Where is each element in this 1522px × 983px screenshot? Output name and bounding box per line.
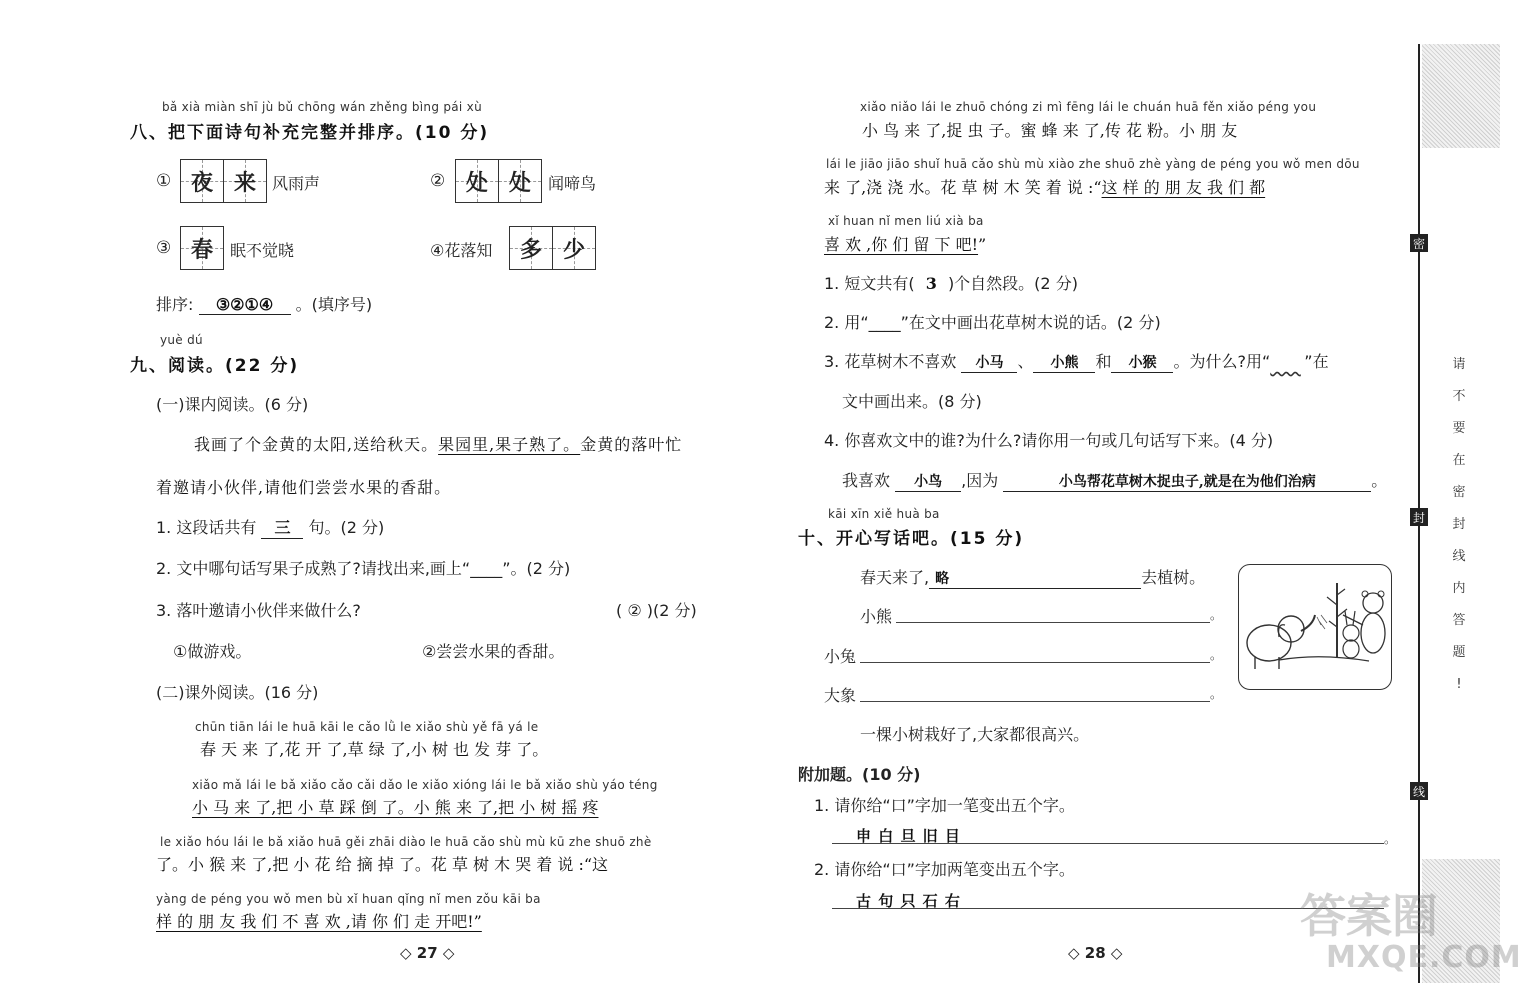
passage-pinyin: xiǎo niǎo lái le zhuō chóng zi mì fēng lái le chuán huā fěn xiǎo péng you: [860, 100, 1317, 114]
passage-pinyin: xǐ huan nǐ men liú xià ba: [828, 214, 984, 228]
r-sub4-answer2: 小鸟帮花草树木捉虫子,就是在为他们治病: [1003, 471, 1371, 492]
line-end-dot: 。: [1384, 832, 1397, 846]
passage-pinyin: lái le jiāo jiāo shuǐ huā cǎo shù mù xiào zhe shuō zhè yàng de péng you wǒ men dōu: [826, 157, 1360, 171]
binding-pattern-top: [1422, 44, 1500, 148]
writing-line[interactable]: [896, 622, 1210, 623]
q8-item1-num: ①: [156, 171, 172, 191]
line-end-dot: 。: [1210, 648, 1223, 662]
q10-line1: 春天来了, 略 去植树。: [860, 568, 1206, 587]
extra-sub2-answer: 古 句 只 石 右: [856, 892, 961, 910]
answer-line: [832, 843, 1384, 844]
grid-cell: 少: [553, 227, 595, 269]
extra-sub1-answer: 申 白 旦 旧 目: [856, 827, 961, 845]
illustration-frame: [1238, 564, 1392, 690]
extra-sub2: 2. 请你给“口”字加两笔变出五个字。: [814, 860, 1075, 879]
grid-cell: 来: [224, 160, 266, 202]
seal-xian: 线: [1410, 782, 1428, 800]
q10-line1-answer: 略: [929, 568, 1141, 589]
q9-title: 九、阅读。(22 分): [130, 356, 300, 376]
q9-sub1: 1. 这段话共有 三 句。(2 分): [156, 515, 384, 539]
watermark-url: MXQE.COM: [1326, 940, 1522, 975]
q9-pinyin: yuè dú: [160, 333, 203, 347]
q8-item3-num: ③: [156, 238, 172, 258]
r-sub4: 4. 你喜欢文中的谁?为什么?请你用一句或几句话写下来。(4 分): [824, 431, 1274, 450]
q10-title: 十、开心写话吧。(15 分): [798, 529, 1025, 549]
passage-pinyin: le xiǎo hóu lái le bǎ xiǎo huā gěi zhāi diào le huā cǎo shù mù kū zhe shuō zhè: [160, 835, 652, 849]
passage-line: 春 天 来 了,花 开 了,草 绿 了,小 树 也 发 芽 了。: [200, 740, 549, 759]
q9-option2: ②尝尝水果的香甜。: [422, 642, 565, 661]
q9-part1-title: (一)课内阅读。(6 分): [156, 395, 309, 414]
q9-sub3: 3. 落叶邀请小伙伴来做什么?: [156, 601, 361, 620]
q9-passage-line2: 着邀请小伙伴,请他们尝尝水果的香甜。: [156, 478, 452, 497]
q10-line3-label: 小兔: [824, 647, 857, 666]
q8-item3-grid: [180, 226, 224, 270]
writing-line[interactable]: [860, 701, 1210, 702]
q8-item1-suffix: 风雨声: [272, 174, 321, 193]
r-sub3-answer3: 小猴: [1111, 352, 1173, 373]
r-sub3: 3. 花草树木不喜欢 小马 、 小熊 和 小猴 。为什么?用“ ”在: [824, 352, 1329, 371]
q9-underlined-sentence: 果园里,果子熟了。: [438, 435, 581, 454]
q8-item2-num: ②: [430, 171, 446, 191]
grid-cell: 夜: [181, 160, 224, 202]
r-sub1: 1. 短文共有( 3 )个自然段。(2 分): [824, 274, 1078, 293]
q8-item4-num: ④花落知: [430, 241, 493, 260]
q8-item3-suffix: 眠不觉晓: [230, 241, 295, 260]
grid-cell: 多: [510, 227, 553, 269]
passage-line: 来 了,浇 浇 水。花 草 树 木 笑 着 说 :“这 样 的 朋 友 我 们 都: [824, 178, 1266, 197]
grid-cell: 处: [456, 160, 499, 202]
planting-tree-illustration: [1239, 565, 1391, 689]
q9-sub2: 2. 文中哪句话写果子成熟了?请找出来,画上“____”。(2 分): [156, 559, 571, 578]
page-number-right: ◇ 28 ◇: [1068, 944, 1123, 962]
line-end-dot: 。: [1210, 687, 1223, 701]
q9-sub3-answer: ( ② )(2 分): [616, 601, 697, 620]
q8-item2-suffix: 闻啼鸟: [548, 174, 597, 193]
r-sub4-answer: 我喜欢 小鸟 ,因为 小鸟帮花草树木捉虫子,就是在为他们治病 。: [842, 471, 1388, 490]
q8-item4-grid: [509, 226, 596, 270]
passage-line: 了。小 猴 来 了,把 小 花 给 摘 掉 了。花 草 树 木 哭 着 说 :“这: [156, 855, 609, 874]
binding-notice: 请 不 要 在 密 封 线 内 答 题 !: [1452, 357, 1466, 692]
seal-feng: 封: [1410, 508, 1428, 526]
r-sub3-line2: 文中画出来。(8 分): [842, 392, 982, 411]
grid-cell: 春: [181, 227, 223, 269]
q8-item2-grid: [455, 159, 542, 203]
q8-order: [156, 292, 372, 315]
watermark-logo: 答案圈: [1300, 889, 1438, 943]
grid-cell: 处: [499, 160, 541, 202]
extra-sub1: 1. 请你给“口”字加一笔变出五个字。: [814, 796, 1075, 815]
passage-line: 小 鸟 来 了,捉 虫 子。蜜 蜂 来 了,传 花 粉。小 朋 友: [862, 121, 1238, 140]
q10-pinyin: kāi xīn xiě huà ba: [828, 507, 940, 521]
q8-order-label: 排序:: [156, 295, 194, 314]
q9-passage-line1: 我画了个金黄的太阳,送给秋天。果园里,果子熟了。金黄的落叶忙: [194, 435, 683, 454]
writing-line[interactable]: [860, 662, 1210, 663]
r-sub2: 2. 用“____”在文中画出花草树木说的话。(2 分): [824, 313, 1161, 332]
q10-line4-label: 大象: [824, 686, 857, 705]
q8-title: 八、把下面诗句补充完整并排序。(10 分): [130, 123, 490, 143]
passage-pinyin: xiǎo mǎ lái le bǎ xiǎo cǎo cǎi dǎo le xiǎo xióng lái le bǎ xiǎo shù yáo téng: [192, 778, 658, 792]
q8-pinyin: bǎ xià miàn shī jù bǔ chōng wán zhěng bìng pái xù: [162, 100, 482, 114]
q9-sub1-answer: 三: [261, 515, 303, 539]
r-sub3-answer1: 小马: [961, 352, 1017, 373]
passage-line: 样 的 朋 友 我 们 不 喜 欢 ,请 你 们 走 开吧!”: [156, 912, 482, 931]
passage-pinyin: chūn tiān lái le huā kāi le cǎo lǜ le xiǎo shù yě fā yá le: [195, 720, 539, 734]
q10-line2-label: 小熊: [860, 607, 893, 626]
q9-option1: ①做游戏。: [173, 642, 252, 661]
page-number-left: ◇ 27 ◇: [400, 944, 455, 962]
seal-mi: 密: [1410, 234, 1428, 252]
q9-part2-title: (二)课外阅读。(16 分): [156, 683, 319, 702]
passage-line: 喜 欢 ,你 们 留 下 吧!”: [824, 235, 987, 254]
passage-line: 小 马 来 了,把 小 草 踩 倒 了。小 熊 来 了,把 小 树 摇 疼: [192, 798, 599, 817]
q8-order-answer: ③②①④: [199, 295, 291, 315]
extra-title: 附加题。(10 分): [798, 765, 921, 784]
q10-line5: 一棵小树栽好了,大家都很高兴。: [860, 725, 1090, 744]
r-sub1-answer: 3: [925, 274, 937, 293]
q8-item1-grid: [180, 159, 267, 203]
q8-order-hint: 。(填序号): [295, 295, 373, 314]
binding-margin: [1412, 44, 1500, 983]
r-sub4-answer1: 小鸟: [895, 471, 961, 492]
r-sub3-answer2: 小熊: [1033, 352, 1095, 373]
wavy-line-sample: [1270, 352, 1304, 371]
passage-pinyin: yàng de péng you wǒ men bù xǐ huan qǐng nǐ men zǒu kāi ba: [156, 892, 541, 906]
line-end-dot: 。: [1210, 608, 1223, 622]
